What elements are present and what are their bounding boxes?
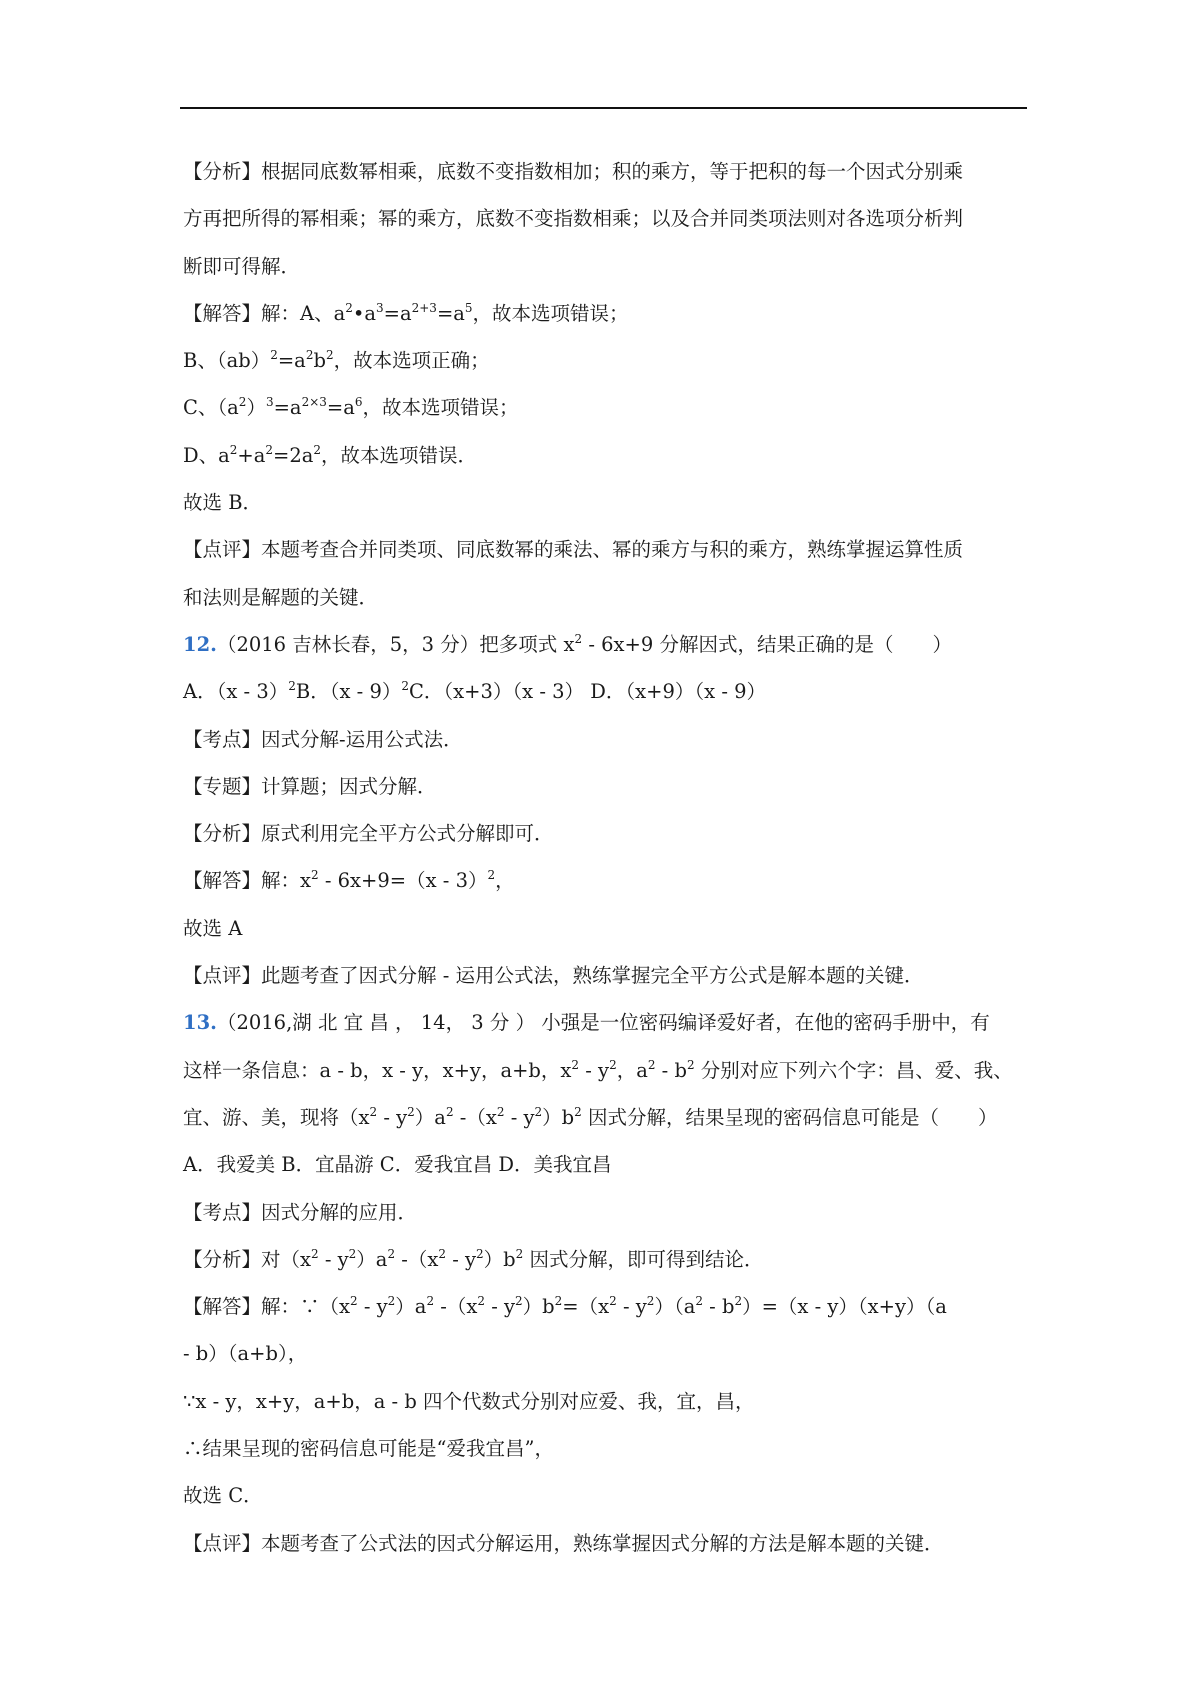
text-line: [183, 905, 1033, 952]
text-run: （2016,湖 北 宜 昌 ， 14， 3 分 ） 小强是一位密码编译爱好者，在他的密码手册中，有: [216, 1011, 990, 1035]
text-run: ）: [246, 396, 266, 420]
text-run: =a: [273, 396, 302, 420]
text-run: 【解答】解：x: [183, 869, 311, 893]
text-run: - 6x+9=（x - 3）: [318, 869, 488, 893]
superscript: 6: [354, 395, 363, 410]
text-run: 断即可得解．: [183, 254, 301, 278]
superscript: 2: [477, 1294, 486, 1309]
text-run: ）a: [356, 1247, 388, 1271]
text-line: [183, 952, 1033, 999]
superscript: 2: [695, 1294, 703, 1309]
text-run: - b: [655, 1058, 687, 1082]
text-run: 【分析】对（x: [183, 1247, 311, 1271]
question-number: 13.: [183, 1011, 217, 1035]
text-run: 故选 B．: [183, 491, 263, 515]
text-run: -（x: [395, 1247, 439, 1271]
superscript: 2: [229, 442, 238, 457]
superscript: 2: [288, 679, 296, 694]
text-run: b: [313, 349, 326, 373]
text-run: 【点评】本题考查合并同类项、同底数幂的乘法、幂的乘方与积的乘方，熟练掌握运算性质: [183, 538, 964, 562]
text-line: [183, 290, 1033, 337]
superscript: 2: [487, 868, 496, 883]
text-line: [183, 1472, 1033, 1519]
text-run: 因式分解，结果呈现的密码信息可能是（ ）: [581, 1105, 998, 1129]
text-run: +a: [237, 443, 266, 467]
superscript: 2: [407, 1104, 415, 1119]
superscript: 2: [305, 348, 314, 363]
text-run: ）a: [395, 1295, 427, 1319]
text-run: ，故本选项错误．: [321, 443, 478, 467]
superscript: 2: [313, 442, 322, 457]
superscript: 2: [311, 868, 319, 883]
superscript: 2: [445, 1104, 454, 1119]
text-run: 这样一条信息：a - b，x - y，x+y，a+b，x: [183, 1058, 572, 1082]
question-number: 12.: [183, 632, 217, 656]
text-run: - y: [579, 1058, 610, 1082]
text-run: - y: [318, 1247, 349, 1271]
text-line: [183, 337, 1033, 384]
superscript: 2: [574, 631, 583, 646]
text-run: 因式分解，即可得到结论．: [523, 1247, 764, 1271]
text-run: =2a: [273, 443, 314, 467]
text-run: A．我爱美 B．宜晶游 C．爱我宜昌 D．美我宜昌: [183, 1153, 612, 1177]
text-run: =（x: [562, 1295, 610, 1319]
superscript: 2: [387, 1246, 396, 1261]
superscript: 2: [476, 1246, 484, 1261]
text-run: 【点评】此题考查了因式分解 - 运用公式法，熟练掌握完全平方公式是解本题的关键．: [183, 964, 924, 988]
text-run: - 6x+9 分解因式，结果正确的是（ ）: [582, 632, 952, 656]
superscript: 2: [496, 1104, 505, 1119]
text-run: ∴结果呈现的密码信息可能是“爱我宜昌”，: [183, 1437, 554, 1461]
text-line: [183, 243, 1033, 290]
superscript: 2: [270, 348, 278, 363]
text-run: B．（x - 9）: [295, 680, 402, 704]
superscript: 2: [534, 1104, 543, 1119]
superscript: 2: [571, 1057, 580, 1072]
superscript: 2: [515, 1246, 524, 1261]
text-line: [183, 1283, 1033, 1330]
text-line: [183, 1189, 1033, 1236]
text-run: =a: [277, 349, 306, 373]
superscript: 2: [387, 1294, 396, 1309]
document-body: [183, 148, 1033, 1567]
text-run: - y: [616, 1295, 647, 1319]
superscript: 2: [325, 348, 334, 363]
text-run: ，: [495, 869, 515, 893]
header-rule: [180, 107, 1027, 109]
text-run: =a: [383, 301, 412, 325]
text-line: [183, 195, 1033, 242]
superscript: 2: [554, 1294, 563, 1309]
text-run: ）（a: [654, 1295, 696, 1319]
text-line: [183, 1236, 1033, 1283]
superscript: 2: [438, 1246, 447, 1261]
text-run: - y: [485, 1295, 516, 1319]
text-run: - y: [377, 1105, 408, 1129]
text-run: 【考点】因式分解的应用．: [183, 1200, 418, 1224]
text-run: - b）（a+b），: [183, 1342, 308, 1366]
superscript: 5: [464, 300, 473, 315]
text-run: 【点评】本题考查了公式法的因式分解运用，熟练掌握因式分解的方法是解本题的关键．: [183, 1531, 944, 1555]
text-line: [183, 716, 1033, 763]
text-run: 【分析】根据同底数幂相乘，底数不变指数相加；积的乘方，等于把积的每一个因式分别乘: [183, 160, 964, 183]
text-line: [183, 1425, 1033, 1472]
text-line: [183, 668, 1033, 715]
superscript: 2: [345, 300, 353, 315]
text-run: =a: [436, 301, 465, 325]
text-line: [183, 999, 1033, 1046]
text-run: B、（ab）: [183, 349, 271, 373]
superscript: 2: [350, 1294, 358, 1309]
text-run: ，故本选项错误；: [472, 301, 629, 325]
text-run: 【考点】因式分解-运用公式法．: [183, 727, 463, 751]
text-run: 【解答】解：A、a: [183, 301, 346, 325]
text-run: - y: [357, 1295, 388, 1319]
superscript: 2+3: [411, 300, 437, 315]
superscript: 2: [238, 395, 247, 410]
text-line: [183, 1520, 1033, 1567]
text-run: 【专题】计算题；因式分解．: [183, 774, 437, 798]
text-line: [183, 574, 1033, 621]
text-line: [183, 526, 1033, 573]
superscript: 2: [734, 1294, 743, 1309]
text-line: [183, 1330, 1033, 1377]
text-line: [183, 432, 1033, 479]
text-line: [183, 1378, 1033, 1425]
superscript: 2: [574, 1104, 582, 1119]
text-line: [183, 384, 1033, 431]
text-run: -（x: [434, 1295, 478, 1319]
superscript: 2: [646, 1294, 655, 1309]
text-run: 故选 C．: [183, 1484, 263, 1508]
superscript: 2: [686, 1057, 695, 1072]
text-run: A．（x - 3）: [183, 680, 289, 704]
text-run: 故选 A: [183, 916, 243, 940]
superscript: 2: [348, 1246, 357, 1261]
text-line: [183, 148, 1033, 195]
superscript: 2: [647, 1057, 656, 1072]
text-run: ）a: [414, 1105, 446, 1129]
text-run: D、a: [183, 443, 230, 467]
text-run: ，故本选项正确；: [333, 349, 490, 373]
text-run: （2016 吉林长春，5，3 分）把多项式 x: [216, 632, 575, 656]
text-run: ）b: [542, 1105, 575, 1129]
text-run: ∵x - y，x+y，a+b，a - b 四个代数式分别对应爱、我，宜，昌，: [183, 1389, 755, 1413]
text-run: ）b: [483, 1247, 516, 1271]
superscript: 3: [376, 300, 384, 315]
text-line: [183, 763, 1033, 810]
text-run: 分别对应下列六个字：昌、爱、我、: [694, 1058, 1013, 1082]
text-run: 【分析】原式利用完全平方公式分解即可．: [183, 822, 554, 846]
text-run: ，故本选项错误；: [362, 396, 519, 420]
text-run: •a: [352, 301, 376, 325]
text-run: -（x: [453, 1105, 497, 1129]
text-line: [183, 1094, 1033, 1141]
superscript: 2: [265, 442, 274, 457]
text-run: 和法则是解题的关键．: [183, 585, 379, 609]
text-run: 【解答】解：∵（x: [183, 1295, 350, 1319]
superscript: 2: [401, 679, 409, 694]
superscript: 2: [609, 1057, 617, 1072]
text-run: C．（x+3）（x - 3） D．（x+9）（x - 9）: [409, 680, 767, 704]
text-line: [183, 479, 1033, 526]
text-line: [183, 1141, 1033, 1188]
text-run: ）b: [522, 1295, 555, 1319]
superscript: 2: [426, 1294, 435, 1309]
superscript: 2: [609, 1294, 617, 1309]
text-line: [183, 1047, 1033, 1094]
text-run: 宜、游、美，现将（x: [183, 1105, 370, 1129]
superscript: 2: [515, 1294, 523, 1309]
text-line: [183, 810, 1033, 857]
superscript: 2: [311, 1246, 319, 1261]
superscript: 2×3: [301, 395, 327, 410]
text-run: - b: [702, 1295, 735, 1319]
text-run: =a: [326, 396, 355, 420]
text-run: - y: [504, 1105, 535, 1129]
text-run: C、（a: [183, 396, 239, 420]
superscript: 3: [265, 395, 274, 410]
text-run: 方再把所得的幂相乘；幂的乘方，底数不变指数相乘；以及合并同类项法则对各选项分析判: [183, 207, 964, 231]
text-line: [183, 621, 1033, 668]
text-run: ，a: [616, 1058, 648, 1082]
text-line: [183, 857, 1033, 904]
text-run: ）=（x - y）（x+y）（a: [742, 1295, 947, 1319]
superscript: 2: [369, 1104, 378, 1119]
text-run: - y: [446, 1247, 477, 1271]
